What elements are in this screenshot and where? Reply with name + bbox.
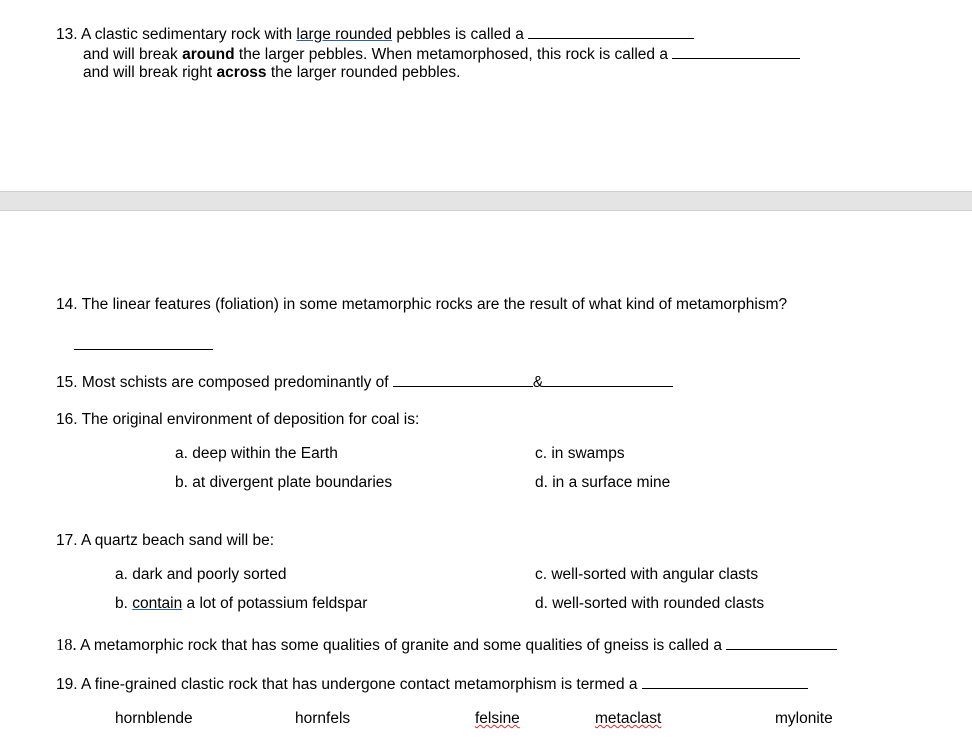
q13-bold-around: around xyxy=(182,46,235,63)
word-bank-item: hornblende xyxy=(115,710,193,727)
q17-option-a[interactable]: a. dark and poorly sorted xyxy=(115,566,287,583)
q17-underlined-word: contain xyxy=(132,595,183,612)
question-17: 17. A quartz beach sand will be: xyxy=(56,532,275,549)
question-14: 14. The linear features (foliation) in some metamorphic rocks are the result of what kind of metamorphism? xyxy=(56,296,788,313)
question-16: 16. The original environment of deposition for coal is: xyxy=(56,411,420,428)
question-15: 15. Most schists are composed predominantly of & xyxy=(56,372,673,392)
q16-option-c[interactable]: c. in swamps xyxy=(535,445,625,462)
q13-line1-a: A clastic sedimentary rock with xyxy=(81,26,297,43)
q19-answer-blank[interactable] xyxy=(642,674,808,689)
q14-answer-blank[interactable] xyxy=(74,333,213,350)
q13-number: 13. xyxy=(56,26,78,43)
word-bank-item: hornfels xyxy=(295,710,351,727)
top-fragment-left xyxy=(115,0,368,3)
question-13 xyxy=(56,24,694,44)
q16-option-d[interactable]: d. in a surface mine xyxy=(535,474,671,491)
q13-answer-blank-2[interactable] xyxy=(672,44,800,59)
q18-number: 18. xyxy=(56,635,77,654)
q13-line-3: and will break right across the larger rounded pebbles. xyxy=(83,64,461,81)
word-bank-item: mylonite xyxy=(775,710,833,727)
word-bank-item: felsine xyxy=(475,710,520,727)
top-fragment-right xyxy=(533,0,790,3)
q16-option-a[interactable]: a. deep within the Earth xyxy=(175,445,338,462)
q13-bold-across: across xyxy=(216,64,267,81)
q17-option-c[interactable]: c. well-sorted with angular clasts xyxy=(535,566,759,583)
word-bank-item: metaclast xyxy=(595,710,662,727)
q15-answer-blank-2[interactable] xyxy=(543,372,673,387)
q13-line-2: and will break around the larger pebbles. When metamorphosed, this rock is called a xyxy=(83,44,800,64)
q17-option-b[interactable]: b. contain a lot of potassium feldspar xyxy=(115,595,368,612)
question-18: 18. A metamorphic rock that has some qualities of granite and some qualities of gneiss is called a xyxy=(56,635,837,655)
q13-answer-blank-1[interactable] xyxy=(528,24,694,39)
q17-option-d[interactable]: d. well-sorted with rounded clasts xyxy=(535,595,765,612)
q15-answer-blank-1[interactable] xyxy=(393,372,533,387)
q16-option-b[interactable]: b. at divergent plate boundaries xyxy=(175,474,393,491)
q18-answer-blank[interactable] xyxy=(726,635,837,650)
page-break xyxy=(0,191,972,211)
question-19: 19. A fine-grained clastic rock that has undergone contact metamorphism is termed a xyxy=(56,674,808,694)
q13-underlined-phrase: large rounded xyxy=(296,26,393,43)
q15-ampersand: & xyxy=(532,374,544,391)
q13-line1-c: pebbles is called a xyxy=(392,26,529,43)
